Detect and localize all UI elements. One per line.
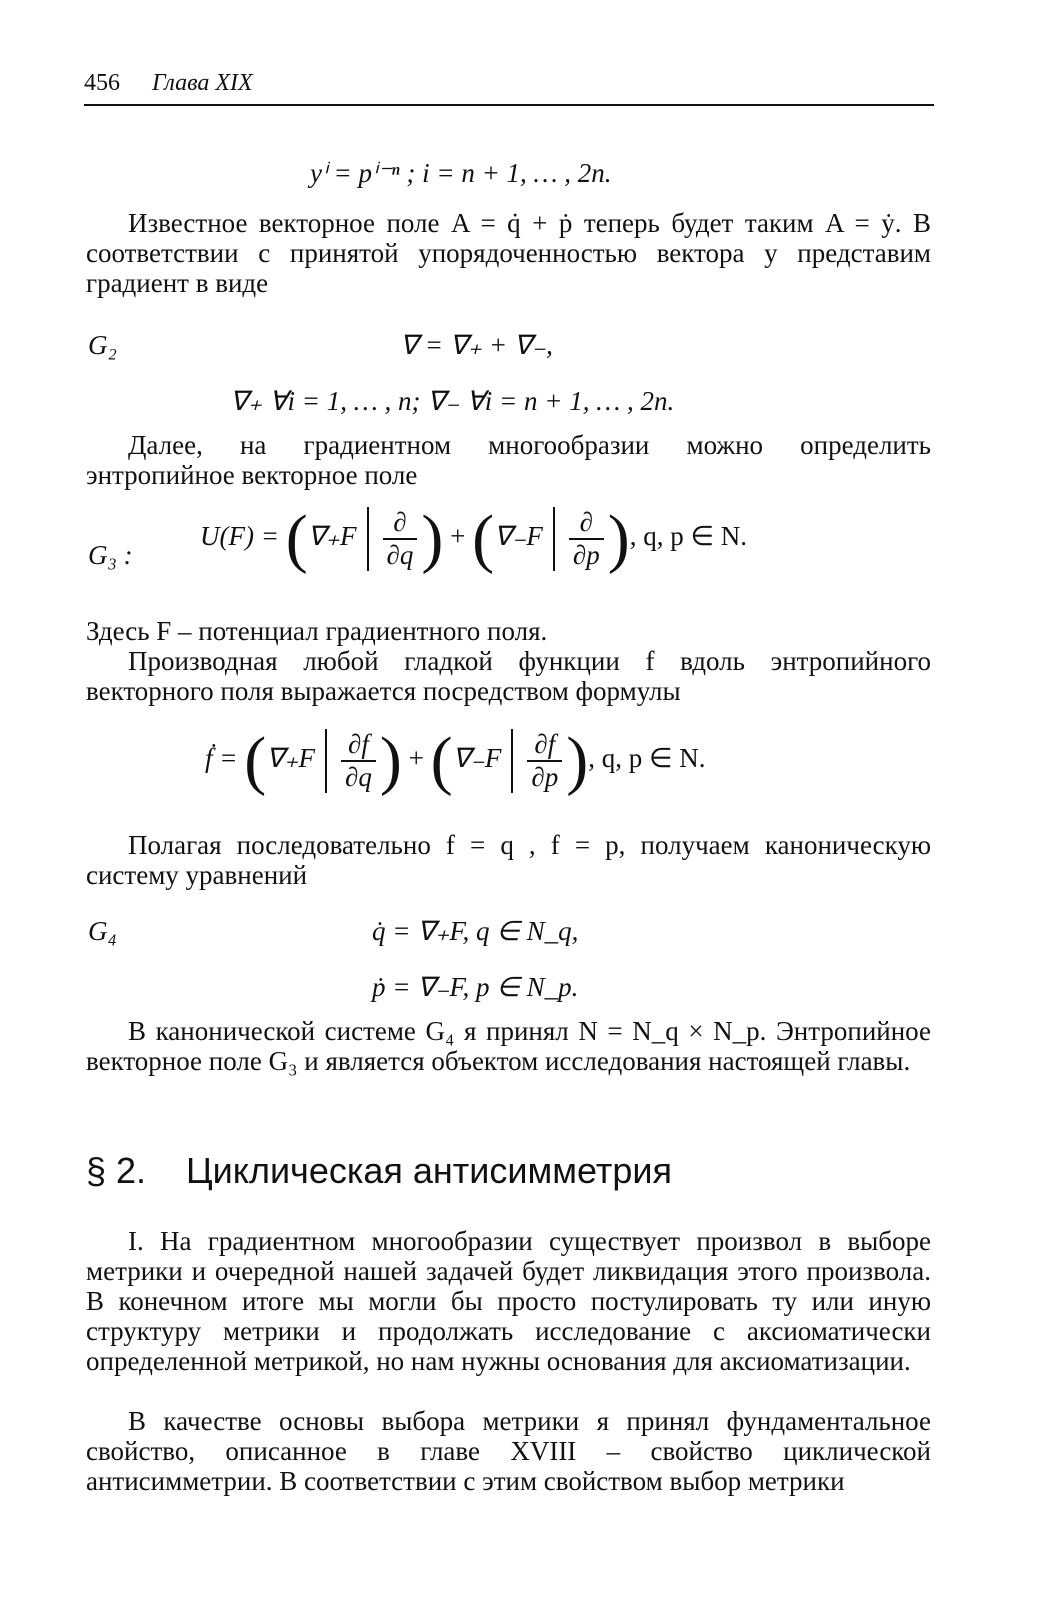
paragraph-entropy-field: Далее, на градиентном многообразии можно определить энтропийное векторное поле (86, 430, 931, 490)
paragraph-canonical: Полагая последовательно f = q , f = p, получаем каноническую систему уравнений (86, 830, 931, 890)
paragraph-metric-arbitrariness: I. На градиентном многообразии существует произвол в выборе метрики и очередной нашей задачей будет ликвидация этого произвола. В конечном итоге мы могли бы просто постулировать ту или иную структуру метрики и продолжать исследование с аксиоматически определенной метрикой, но нам нужны основания для аксиоматизации. (86, 1226, 931, 1376)
fraction-df-dp (527, 729, 562, 793)
fdot-lhs: ḟ = (205, 743, 238, 774)
equation-gradient: ∇ = ∇₊ + ∇₋, (400, 330, 553, 360)
paren-open-2: ( (472, 502, 495, 575)
fdot-tail: , q, p ∈ N. (588, 743, 706, 774)
paren-open-4: ( (430, 724, 453, 797)
nabla-plus-f-2: ∇₊F (266, 743, 316, 774)
frac-den-3: ∂q (345, 762, 372, 792)
paren-open-3: ( (244, 724, 267, 797)
equation-f-dot (205, 724, 706, 797)
paragraph-potential: Здесь F – потенциал градиентного поля. (86, 616, 548, 646)
chapter-title: Глава XIX (152, 70, 253, 96)
section-heading (86, 1150, 672, 1192)
nabla-minus-f-2: ∇₋F (452, 743, 502, 774)
nabla-minus-f: ∇₋F (494, 521, 543, 552)
divider-bar-4 (511, 729, 513, 793)
equation-u-of-f (200, 502, 747, 575)
paren-close-3: ) (379, 724, 402, 797)
frac-den: ∂q (386, 540, 414, 570)
frac-den-4: ∂p (531, 762, 559, 792)
fraction-dp (569, 507, 604, 571)
plus-sign: + (450, 521, 466, 552)
label-g4: G₄ (88, 916, 117, 946)
section-number: § 2. (86, 1150, 147, 1191)
running-header (84, 70, 934, 106)
equation-p-dot: ṗ = ∇₋F, p ∈ N_p. (372, 972, 579, 1002)
g3-tail: , q, p ∈ N. (629, 521, 747, 552)
paren-close-2: ) (607, 502, 630, 575)
fraction-dq (383, 507, 418, 571)
frac-num-2: ∂ (569, 507, 604, 540)
divider-bar (367, 507, 369, 571)
fraction-df-dq (341, 729, 376, 793)
paragraph-metric-basis: В качестве основы выбора метрики я принял фундаментальное свойство, описанное в главе XVIII – свойство циклической антисимметрии. В соответствии с этим свойством выбор метрики (86, 1406, 931, 1496)
divider-bar-3 (325, 729, 327, 793)
label-g2: G₂ (88, 330, 117, 360)
paren-close: ) (421, 502, 444, 575)
equation-gradient-ranges: ∇₊ ∀i = 1, … , n; ∇₋ ∀i = n + 1, … , 2n. (230, 386, 675, 416)
frac-den-2: ∂p (572, 540, 600, 570)
paragraph-vector-field: Известное векторное поле A = q̇ + ṗ теперь будет таким A = ẏ. В соответствии с принятой упорядоченностью вектора y представим градиент в виде (86, 208, 931, 298)
page-number: 456 (84, 70, 120, 96)
equation-y: yⁱ = pⁱ⁻ⁿ ; i = n + 1, … , 2n. (310, 158, 612, 188)
frac-num-4: ∂f (527, 729, 562, 762)
divider-bar-2 (553, 507, 555, 571)
frac-num: ∂ (383, 507, 418, 540)
paren-open: ( (285, 502, 308, 575)
section-title: Циклическая антисимметрия (186, 1150, 672, 1191)
nabla-plus-f: ∇₊F (307, 521, 357, 552)
paragraph-canonical-system: В канонической системе G₄ я принял N = N_q × N_p. Энтропийное векторное поле G₃ и является объектом исследования настоящей главы. (86, 1016, 931, 1076)
paren-close-4: ) (566, 724, 589, 797)
equation-q-dot: q̇ = ∇₊F, q ∈ N_q, (372, 916, 579, 946)
plus-sign-2: + (408, 743, 424, 774)
frac-num-3: ∂f (341, 729, 376, 762)
label-g3: G₃ : (88, 540, 133, 570)
paragraph-derivative: Производная любой гладкой функции f вдоль энтропийного векторного поля выражается посредством формулы (86, 646, 931, 706)
u-lhs: U(F) = (200, 521, 279, 552)
